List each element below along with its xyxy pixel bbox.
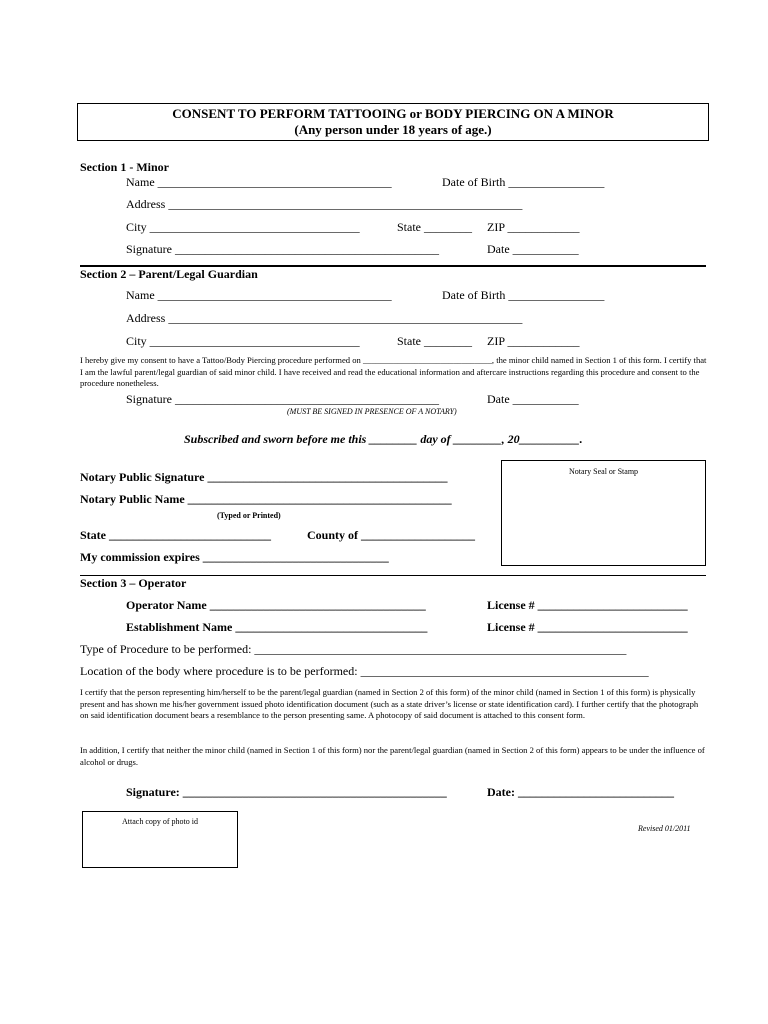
section1-address-field[interactable]: Address ___________________________________________________________ xyxy=(126,197,523,211)
procedure-location-field[interactable]: Location of the body where procedure is to be performed: ________________________________________________ xyxy=(80,664,649,678)
section2-name-field[interactable]: Name _______________________________________ xyxy=(126,288,392,302)
operator-name-field[interactable]: Operator Name ____________________________________ xyxy=(126,598,426,612)
section2-city-field[interactable]: City ___________________________________ xyxy=(126,334,360,348)
notary-state-field[interactable]: State ___________________________ xyxy=(80,528,271,542)
operator-date-field[interactable]: Date: __________________________ xyxy=(487,785,674,799)
notary-name-field[interactable]: Notary Public Name ____________________________________________ xyxy=(80,492,452,506)
establishment-license-field[interactable]: License # _________________________ xyxy=(487,620,688,634)
typed-or-printed-note: (Typed or Printed) xyxy=(217,511,281,520)
operator-signature-field[interactable]: Signature: ____________________________________________ xyxy=(126,785,447,799)
section1-heading: Section 1 - Minor xyxy=(80,160,169,174)
operator-certification-paragraph: I certify that the person representing him/herself to be the parent/legal guardian (named in Section 2 of this form) of the minor child (named in Section 1 of this form) is physically present and has shown me his/her government issued photo identification document (such as a state driver’s license or state identification card). I further certify that the photograph on said identification document bears a resemblance to the person presenting same. A photocopy of said document is attached to this consent form. xyxy=(80,687,699,720)
notary-county-field[interactable]: County of ___________________ xyxy=(307,528,476,542)
section2-signature-field[interactable]: Signature ____________________________________________ xyxy=(126,392,439,406)
notary-sworn-line[interactable]: Subscribed and sworn before me this ________ day of ________, 20__________. xyxy=(184,432,583,446)
section2-zip-field[interactable]: ZIP ____________ xyxy=(487,334,580,348)
form-title-box xyxy=(77,103,709,141)
section1-date-field[interactable]: Date ___________ xyxy=(487,242,579,256)
section1-signature-field[interactable]: Signature ____________________________________________ xyxy=(126,242,439,256)
photo-id-label: Attach copy of photo id xyxy=(122,817,198,826)
procedure-type-field[interactable]: Type of Procedure to be performed: ______________________________________________________________ xyxy=(80,642,627,656)
section2-date-field[interactable]: Date ___________ xyxy=(487,392,579,406)
section3-heading: Section 3 – Operator xyxy=(80,576,187,590)
operator-license-field[interactable]: License # _________________________ xyxy=(487,598,688,612)
form-title: CONSENT TO PERFORM TATTOOING or BODY PIERCING ON A MINOR xyxy=(172,106,614,121)
photo-id-box xyxy=(82,811,238,868)
section2-dob-field[interactable]: Date of Birth ________________ xyxy=(442,288,605,302)
sobriety-certification-paragraph: In addition, I certify that neither the minor child (named in Section 1 of this form) nor the parent/legal guardian (named in Section 2 of this form) appears to be under the influence of alcohol or drugs. xyxy=(80,745,705,767)
section1-city-field[interactable]: City ___________________________________ xyxy=(126,220,360,234)
notary-commission-field[interactable]: My commission expires _______________________________ xyxy=(80,550,389,564)
section2-consent-paragraph: I hereby give my consent to have a Tattoo/Body Piercing procedure performed on ______________________________, the minor child named in Section 1 of this form. I certify that I am the lawful parent/legal guardian of said minor child. I have received and read the educational information and aftercare instructions regarding this procedure and consent to the procedure nonetheless. xyxy=(80,355,707,388)
revision-date: Revised 01/2011 xyxy=(638,824,691,833)
section2-address-field[interactable]: Address ___________________________________________________________ xyxy=(126,311,523,325)
establishment-name-field[interactable]: Establishment Name ________________________________ xyxy=(126,620,428,634)
section2-heading: Section 2 – Parent/Legal Guardian xyxy=(80,267,258,281)
form-subtitle: (Any person under 18 years of age.) xyxy=(294,122,492,137)
section1-dob-field[interactable]: Date of Birth ________________ xyxy=(442,175,605,189)
section2-state-field[interactable]: State ________ xyxy=(397,334,472,348)
notary-signature-field[interactable]: Notary Public Signature ________________________________________ xyxy=(80,470,448,484)
section1-name-field[interactable]: Name _______________________________________ xyxy=(126,175,392,189)
section1-zip-field[interactable]: ZIP ____________ xyxy=(487,220,580,234)
notary-seal-label: Notary Seal or Stamp xyxy=(568,467,639,476)
notary-seal-box xyxy=(501,460,706,566)
section1-state-field[interactable]: State ________ xyxy=(397,220,472,234)
notary-requirement-note: (MUST BE SIGNED IN PRESENCE OF A NOTARY) xyxy=(287,407,457,416)
